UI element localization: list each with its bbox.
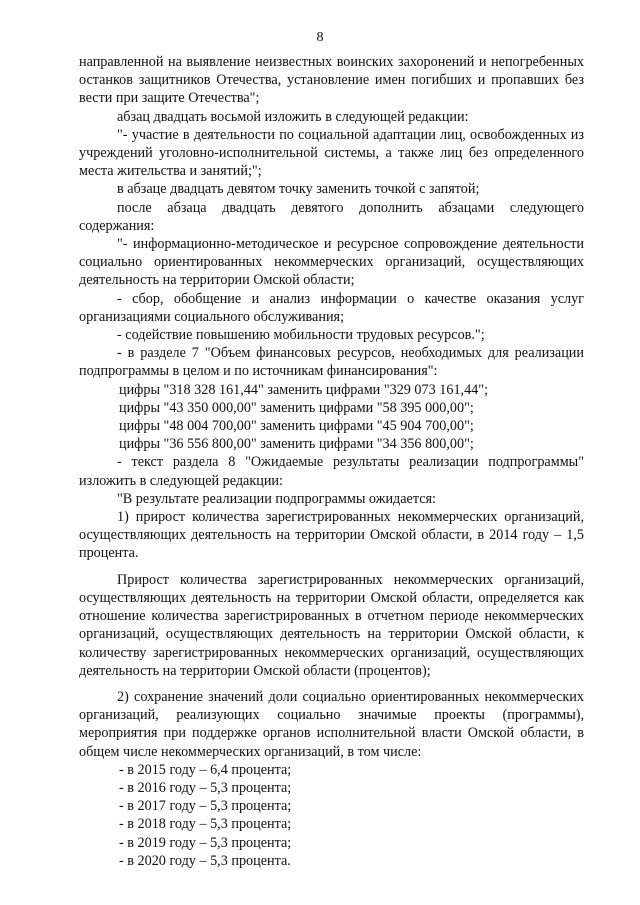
paragraph: в абзаце двадцать девятом точку заменить точкой с запятой; [117, 181, 480, 198]
list-item: - в 2018 году – 5,3 процента; [119, 816, 292, 833]
list-item: цифры "48 004 700,00" заменить цифрами "45 904 700,00"; [119, 418, 474, 435]
paragraph: Прирост количества зарегистрированных некоммерческих организаций, осуществляющих деятельность на территории Омской области, определяется как отношение количества зарегистрированных в отчетном периоде некоммерческих организаций, осуществляющих деятельность на территории Омской области, к количеству зарегистрированных некоммерческих организаций, осуществляющих деятельность на территории Омской области (процентов); [79, 571, 584, 679]
list-item: - в 2015 году – 6,4 процента; [119, 761, 292, 778]
paragraph: - в разделе 7 "Объем финансовых ресурсов, необходимых для реализации подпрограммы в целом и по источникам финансирования": [79, 345, 584, 380]
list-item: цифры "318 328 161,44" заменить цифрами "329 073 161,44"; [119, 381, 489, 398]
paragraph-quote: "- информационно-методическое и ресурсное сопровождение деятельности социально ориентированных некоммерческих организаций, осуществляющих деятельность на территории Омской области; [79, 236, 584, 289]
paragraph: 2) сохранение значений доли социально ориентированных некоммерческих организаций, реализующих социально значимые проекты (программы), мероприятия при поддержке органов исполнительной власти Омской области, в общем числе некоммерческих организаций, в том числе: [79, 688, 584, 760]
list-item: - в 2017 году – 5,3 процента; [119, 798, 292, 815]
paragraph-continuation: направленной на выявление неизвестных воинских захоронений и непогребенных останков защитников Отечества, установление имен погибших и пропавших без вести при защите Отечества"; [79, 54, 584, 107]
paragraph: после абзаца двадцать девятого дополнить абзацами следующего содержания: [79, 199, 584, 234]
list-item: цифры "43 350 000,00" заменить цифрами "58 395 000,00"; [119, 399, 474, 416]
paragraph: - сбор, обобщение и анализ информации о качестве оказания услуг организациями социального обслуживания; [79, 290, 584, 325]
list-item: - в 2020 году – 5,3 процента. [119, 852, 291, 869]
paragraph-quote: "- участие в деятельности по социальной адаптации лиц, освобожденных из учреждений уголовно-исполнительной системы, а также лиц без определенного места жительства и занятий;"; [79, 126, 584, 180]
list-item: - в 2019 году – 5,3 процента; [119, 834, 292, 851]
paragraph: - содействие повышению мобильности трудовых ресурсов."; [117, 327, 485, 344]
list-item: - в 2016 году – 5,3 процента; [119, 779, 292, 796]
page-number: 8 [316, 30, 324, 45]
paragraph: абзац двадцать восьмой изложить в следующей редакции: [117, 108, 469, 125]
paragraph: 1) прирост количества зарегистрированных некоммерческих организаций, осуществляющих деятельность на территории Омской области, в 2014 году – 1,5 процента. [79, 509, 584, 562]
paragraph: - текст раздела 8 "Ожидаемые результаты реализации подпрограммы" изложить в следующей редакции: [79, 454, 584, 489]
paragraph: "В результате реализации подпрограммы ожидается: [117, 490, 436, 507]
list-item: цифры "36 556 800,00" заменить цифрами "34 356 800,00"; [119, 436, 474, 453]
document-body [79, 53, 584, 870]
